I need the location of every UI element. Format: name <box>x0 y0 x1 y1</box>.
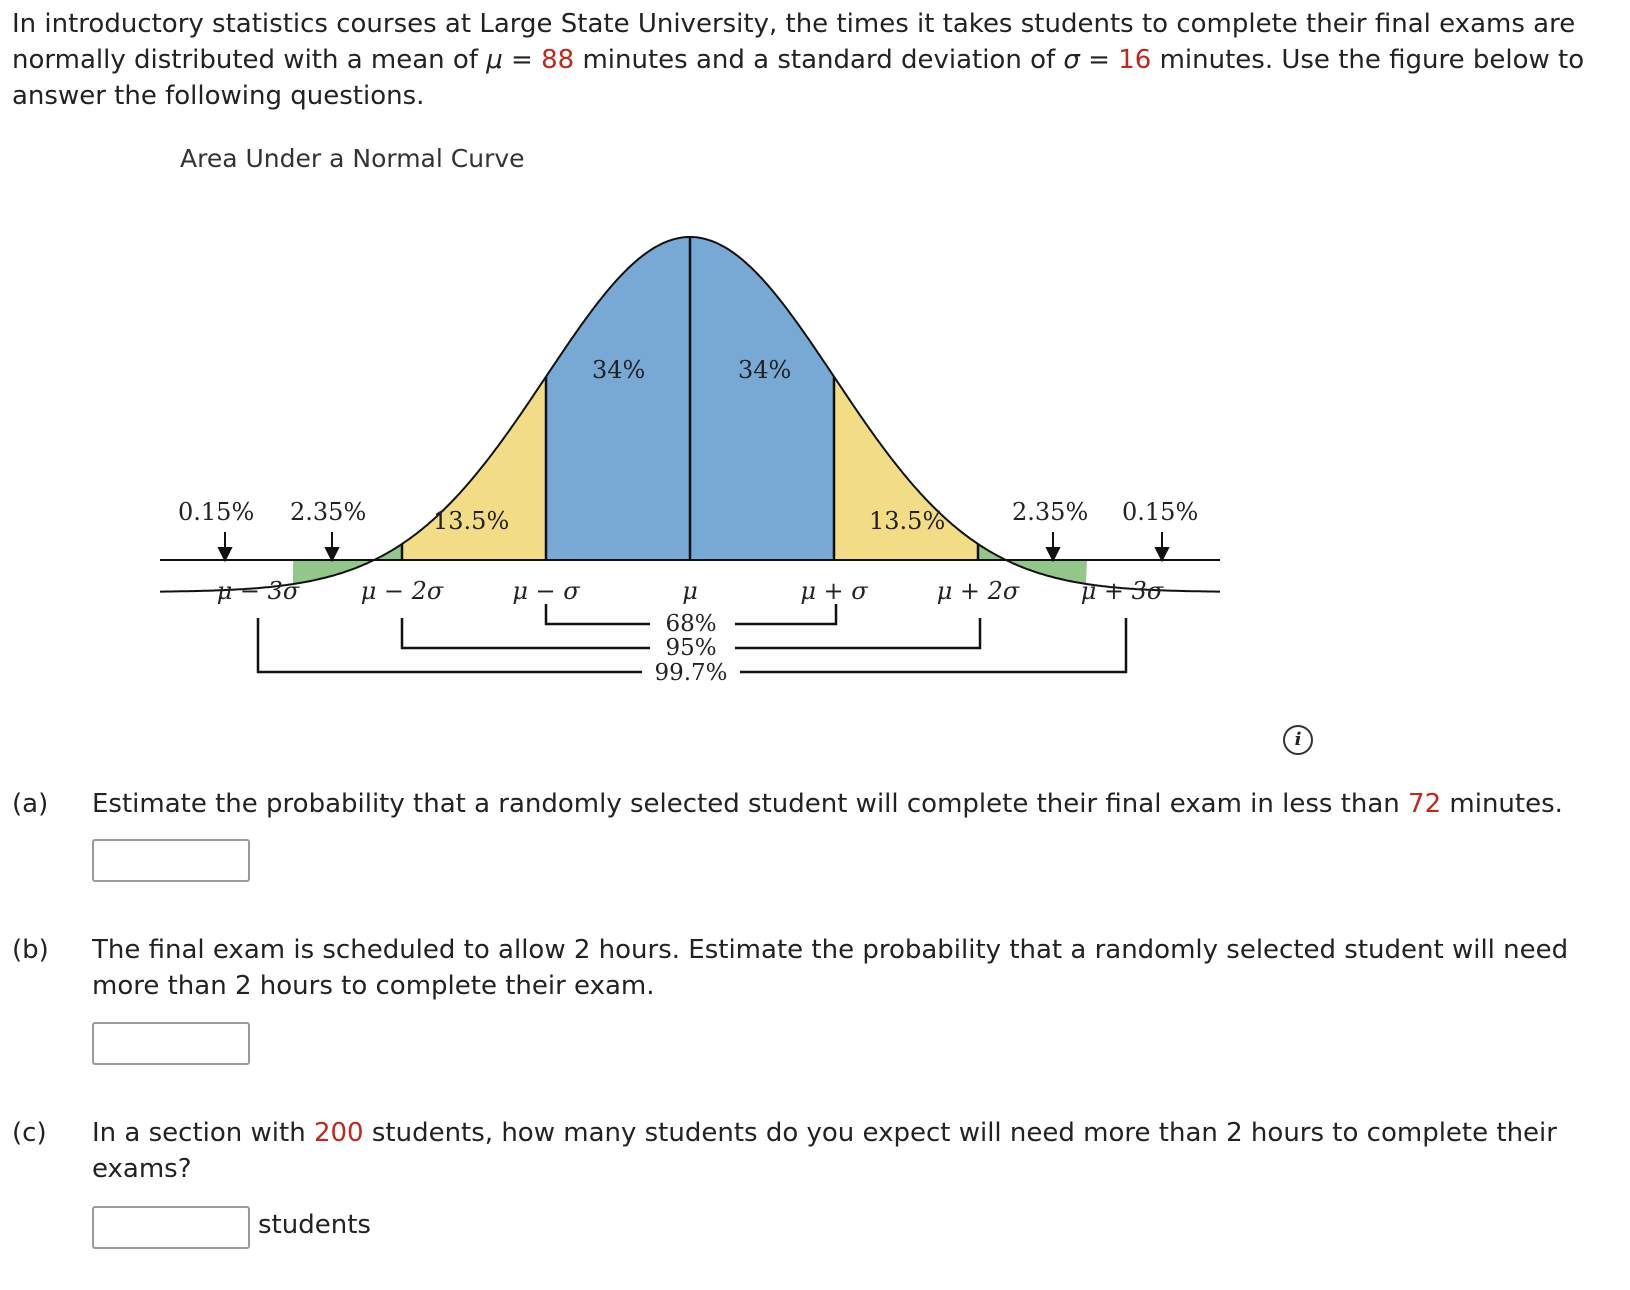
question-c-text-1: In a section with <box>92 1118 314 1148</box>
question-a-value: 72 <box>1408 789 1442 819</box>
region-blue-right <box>690 237 834 560</box>
bracket-997-left <box>258 618 642 672</box>
axis-label-mu-minus-3sigma: μ − 3σ <box>216 577 300 605</box>
question-c-text <box>92 1115 1592 1187</box>
question-a-label: (a) <box>12 789 49 819</box>
question-a-text-2: minutes. <box>1441 789 1563 819</box>
arrow-down-icon <box>1156 532 1168 560</box>
question-c-text-2: students, how many students do you expect will need more than 2 hours to complete their exams? <box>92 1118 1557 1184</box>
bracket-95-left <box>402 618 650 648</box>
answer-a-input[interactable] <box>92 839 250 882</box>
question-a-text-1: Estimate the probability that a randomly selected student will complete their final exam in less than <box>92 789 1409 819</box>
axis-label-mu-plus-3sigma: μ + 3σ <box>1080 577 1164 605</box>
info-icon[interactable]: i <box>1283 725 1313 755</box>
arrow-down-icon <box>1047 532 1059 560</box>
question-a-text <box>92 786 1592 822</box>
axis-label-mu-minus-sigma: μ − σ <box>512 577 580 605</box>
axis-label-mu: μ <box>682 577 698 605</box>
intro-text-1: In introductory statistics courses at Large State University, the times it takes students to complete their final exams are normally distributed with a mean of <box>12 9 1576 75</box>
axis-label-mu-plus-sigma: μ + σ <box>800 577 868 605</box>
axis-label-mu-minus-2sigma: μ − 2σ <box>360 577 444 605</box>
question-b-label: (b) <box>12 935 49 965</box>
label-blue-left: 34% <box>592 356 646 384</box>
question-c-label: (c) <box>12 1118 47 1148</box>
bracket-95-right <box>735 618 980 648</box>
question-b-text: The final exam is scheduled to allow 2 hours. Estimate the probability that a randomly selected student will need more than 2 hours to complete their exam. <box>92 935 1569 1001</box>
label-yellow-left: 13.5% <box>433 507 510 535</box>
bracket-997-right <box>740 618 1126 672</box>
label-tail-left: 0.15% <box>178 498 255 526</box>
mu-symbol: μ <box>486 45 503 75</box>
sigma-symbol: σ <box>1063 45 1080 75</box>
label-green-left: 2.35% <box>290 498 367 526</box>
mean-value: 88 <box>541 45 575 75</box>
region-blue-left <box>546 237 690 560</box>
arrow-down-icon <box>219 532 231 560</box>
bracket-68-right <box>735 604 836 624</box>
answer-c-input[interactable] <box>92 1206 250 1249</box>
figure-title: Area Under a Normal Curve <box>180 144 525 173</box>
axis-label-mu-plus-2sigma: μ + 2σ <box>936 577 1020 605</box>
answer-c-unit: students <box>258 1210 371 1240</box>
answer-b-input[interactable] <box>92 1022 250 1065</box>
intro-text-2: minutes and a standard deviation of <box>574 45 1064 75</box>
label-tail-right: 0.15% <box>1122 498 1199 526</box>
label-green-right: 2.35% <box>1012 498 1089 526</box>
equals-sign: = <box>502 45 542 75</box>
label-blue-right: 34% <box>738 356 792 384</box>
bracket-label-997: 99.7% <box>654 660 728 686</box>
equals-sign-2: = <box>1079 45 1119 75</box>
bracket-68-left <box>546 604 650 624</box>
intro-text-3: minutes. Use the figure below to answer the following questions. <box>12 45 1585 111</box>
arrow-down-icon <box>326 532 338 560</box>
problem-statement <box>12 6 1622 114</box>
normal-curve-figure <box>150 220 1290 720</box>
bracket-label-95: 95% <box>665 635 717 661</box>
sd-value: 16 <box>1118 45 1152 75</box>
bracket-label-68: 68% <box>665 611 717 637</box>
question-c-value: 200 <box>313 1118 364 1148</box>
label-yellow-right: 13.5% <box>869 507 946 535</box>
